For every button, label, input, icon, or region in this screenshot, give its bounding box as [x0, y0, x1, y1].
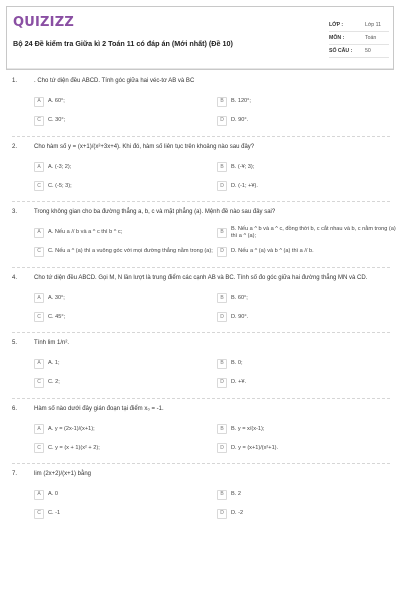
- question-item: [12, 275, 390, 334]
- option-text: C. -1: [48, 510, 61, 516]
- option-text: A. (-3; 2);: [48, 163, 72, 170]
- question-number: 7.: [12, 471, 18, 477]
- answer-option-c[interactable]: [34, 441, 215, 455]
- answer-option-a[interactable]: [34, 160, 215, 174]
- meta-row-subject: [329, 32, 389, 45]
- question-text: Cho hàm số y = (x+1)/(x²+3x+4). Khi đó, hàm số liên tục trên khoảng nào sau đây?: [34, 143, 255, 150]
- option-letter-box[interactable]: D: [217, 312, 227, 322]
- header-divider: [7, 68, 393, 69]
- option-letter-box[interactable]: C: [34, 181, 44, 191]
- answer-options: [34, 95, 390, 128]
- answer-option-b[interactable]: [217, 291, 398, 305]
- question-text: Trong không gian cho ba đường thẳng a, b, c và mặt phẳng (a). Mệnh đề nào sau đây sai?: [34, 209, 276, 215]
- option-text: D. y = (x+1)/(x²+1).: [231, 444, 279, 451]
- meta-label: SỐ CÂU :: [329, 47, 353, 54]
- option-text: C. y = (x + 1)(x² + 2);: [48, 444, 100, 451]
- question-text: Hàm số nào dưới đây gián đoạn tại điểm x₀ = -1.: [34, 405, 164, 412]
- question-divider: [12, 201, 390, 202]
- option-text: A. 0: [48, 491, 58, 497]
- meta-row-question-count: [329, 45, 389, 58]
- option-text: B. 120°;: [231, 98, 251, 104]
- option-text: C. 30°;: [48, 117, 66, 123]
- question-divider: [12, 463, 390, 464]
- meta-value: 50: [365, 47, 371, 54]
- answer-options: [34, 422, 390, 455]
- question-divider: [12, 136, 390, 137]
- option-letter-box[interactable]: B: [217, 97, 227, 107]
- question-divider: [12, 332, 390, 333]
- option-text: A. 1;: [48, 360, 60, 366]
- meta-label: MÔN :: [329, 34, 345, 41]
- question-item: [12, 209, 396, 268]
- question-divider: [12, 267, 390, 268]
- option-letter-box[interactable]: A: [34, 490, 44, 500]
- question-item: [12, 78, 390, 137]
- option-letter-box[interactable]: B: [217, 359, 227, 369]
- question-text: lim (2x+2)/(x+1) bằng: [34, 471, 92, 477]
- question-item: [12, 340, 390, 399]
- option-letter-box[interactable]: C: [34, 509, 44, 519]
- meta-value: Toán: [365, 34, 377, 41]
- question-list: [12, 78, 396, 521]
- option-text: C. (-5; 3);: [48, 182, 72, 189]
- option-text: A. 30°;: [48, 294, 65, 301]
- question-divider: [12, 398, 390, 399]
- answer-option-a[interactable]: [34, 291, 215, 305]
- answer-option-b[interactable]: [217, 357, 398, 371]
- option-text: B. 0;: [231, 360, 243, 366]
- option-letter-box[interactable]: A: [34, 293, 44, 303]
- option-text: A. Nếu a // b và a ^ c thì b ^ c;: [48, 229, 123, 235]
- option-letter-box[interactable]: D: [217, 378, 227, 388]
- option-letter-box[interactable]: A: [34, 359, 44, 369]
- option-letter-box[interactable]: C: [34, 378, 44, 388]
- option-text: A. 60°;: [48, 98, 65, 104]
- worksheet-title: Bộ 24 Đề kiểm tra Giữa kì 2 Toán 11 có đáp án (Mới nhất) (Đề 10): [13, 39, 233, 48]
- answer-option-a[interactable]: [34, 488, 215, 502]
- option-text: D. 90°.: [231, 117, 249, 123]
- option-letter-box[interactable]: A: [34, 97, 44, 107]
- question-item: [12, 471, 390, 521]
- answer-option-a[interactable]: [34, 95, 215, 109]
- answer-option-c[interactable]: [34, 376, 215, 390]
- option-letter-box[interactable]: D: [217, 247, 227, 257]
- option-text: D. -2: [231, 510, 244, 516]
- question-item: [12, 144, 390, 203]
- answer-option-d[interactable]: [217, 179, 398, 193]
- question-head: [12, 471, 390, 479]
- answer-option-a[interactable]: [34, 357, 215, 371]
- answer-option-c[interactable]: [34, 310, 215, 324]
- answer-option-d[interactable]: [217, 441, 398, 455]
- answer-option-c[interactable]: [34, 245, 215, 259]
- answer-options: [34, 225, 396, 259]
- question-head: [12, 144, 390, 152]
- question-head: [12, 78, 390, 86]
- option-text: A. y = (2x-1)/(x+1);: [48, 425, 95, 432]
- option-letter-box[interactable]: C: [34, 247, 44, 257]
- question-number: 3.: [12, 209, 18, 215]
- answer-option-d[interactable]: [217, 507, 398, 521]
- question-text: Cho tứ diện đều ABCD. Gọi M, N lần lượt là trung điểm các cạnh AB và BC. Tính số đo góc giữa hai đường thẳng MN và CD.: [34, 274, 368, 281]
- meta-row-class: [329, 19, 389, 32]
- question-number: 5.: [12, 340, 18, 346]
- option-letter-box[interactable]: A: [34, 424, 44, 434]
- option-letter-box[interactable]: D: [217, 509, 227, 519]
- option-letter-box[interactable]: C: [34, 312, 44, 322]
- answer-option-b[interactable]: [217, 488, 398, 502]
- question-head: [12, 275, 390, 283]
- option-letter-box[interactable]: B: [217, 490, 227, 500]
- question-number: 1.: [12, 78, 18, 84]
- answer-option-d[interactable]: [217, 376, 398, 390]
- worksheet-header: [6, 6, 394, 70]
- answer-option-d[interactable]: [217, 310, 398, 324]
- option-text: D. (-1; +¥).: [231, 182, 258, 189]
- answer-option-a[interactable]: [34, 226, 215, 240]
- answer-option-c[interactable]: [34, 179, 215, 193]
- meta-value: Lớp 11: [365, 21, 381, 28]
- answer-option-a[interactable]: [34, 422, 215, 436]
- option-letter-box[interactable]: B: [217, 293, 227, 303]
- question-head: [12, 209, 390, 217]
- answer-option-b[interactable]: [217, 95, 398, 109]
- answer-option-b[interactable]: [217, 226, 398, 240]
- answer-options: [34, 291, 390, 324]
- option-letter-box[interactable]: B: [217, 162, 227, 172]
- question-number: 4.: [12, 274, 18, 281]
- question-head: [12, 406, 390, 414]
- meta-panel: [329, 19, 389, 58]
- option-text: D. 90°.: [231, 313, 249, 320]
- question-text: Tính lim 1/n².: [34, 340, 70, 346]
- option-letter-box[interactable]: D: [217, 116, 227, 126]
- answer-option-b[interactable]: [217, 160, 398, 174]
- answer-option-d[interactable]: [217, 245, 398, 259]
- question-head: [12, 340, 390, 348]
- option-letter-box[interactable]: B: [217, 424, 227, 434]
- option-text: B. Nếu a ^ b và a ^ c, đồng thời b, c cắt nhau và b, c nằm trong (a) thì a ^ (a);: [231, 225, 396, 239]
- option-letter-box[interactable]: A: [34, 228, 44, 238]
- option-text: B. 2: [231, 491, 241, 497]
- option-text: C. Nếu a ^ (a) thì a vuông góc với mọi đường thẳng nằm trong (a);: [48, 248, 213, 254]
- option-letter-box[interactable]: D: [217, 443, 227, 453]
- option-letter-box[interactable]: D: [217, 181, 227, 191]
- option-letter-box[interactable]: A: [34, 162, 44, 172]
- option-text: B. y = x/(x-1);: [231, 425, 265, 432]
- answer-option-d[interactable]: [217, 114, 398, 128]
- answer-options: [34, 357, 390, 390]
- quizizz-logo: QUIZIZZ: [13, 15, 74, 30]
- option-letter-box[interactable]: B: [217, 228, 227, 238]
- question-number: 2.: [12, 143, 18, 150]
- meta-label: LỚP :: [329, 21, 344, 28]
- answer-option-c[interactable]: [34, 507, 215, 521]
- question-text: . Cho tứ diện đều ABCD. Tính góc giữa hai véc-tơ AB và BC: [34, 78, 195, 84]
- option-text: B. 60°;: [231, 294, 248, 301]
- option-text: D. +¥.: [231, 379, 247, 385]
- option-text: C. 45°;: [48, 313, 66, 320]
- option-text: D. Nếu a ^ (a) và b ^ (a) thì a // b.: [231, 248, 314, 254]
- question-number: 6.: [12, 405, 18, 412]
- answer-option-c[interactable]: [34, 114, 215, 128]
- question-item: [12, 406, 390, 465]
- option-text: B. (-¥; 3);: [231, 163, 255, 170]
- option-letter-box[interactable]: C: [34, 116, 44, 126]
- option-text: C. 2;: [48, 379, 60, 385]
- option-letter-box[interactable]: C: [34, 443, 44, 453]
- answer-option-b[interactable]: [217, 422, 398, 436]
- answer-options: [34, 488, 390, 521]
- answer-options: [34, 160, 390, 193]
